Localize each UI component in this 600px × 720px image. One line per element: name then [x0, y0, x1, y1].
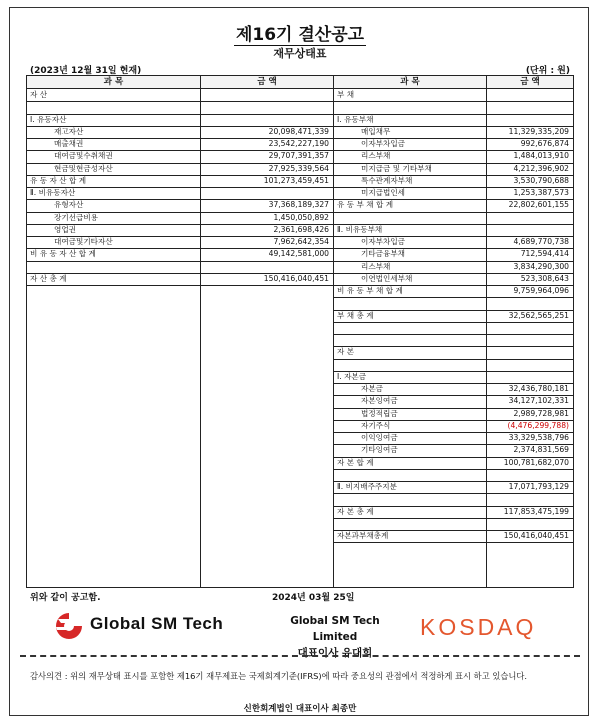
- left-row-label: 대여금및수취채권: [54, 151, 113, 161]
- right-row-amount: 4,212,396,902: [513, 163, 569, 173]
- right-row-label: 비 유 동 부 채 합 계: [337, 286, 403, 295]
- row-divider: [334, 542, 573, 543]
- right-row-amount: 4,689,770,738: [513, 237, 569, 246]
- left-row-label: Ⅱ. 비유동자산: [30, 188, 76, 197]
- right-row-label: [337, 334, 483, 346]
- balance-sheet-table: [26, 75, 574, 588]
- right-row-amount: [487, 346, 573, 358]
- right-row-label: 자 본: [337, 347, 355, 357]
- right-row-label: Ⅱ. 비지배주주지분: [337, 482, 397, 491]
- left-row-amount: 27,925,339,564: [268, 163, 329, 173]
- right-row-amount: [487, 224, 573, 236]
- right-row-label: 자본금: [361, 384, 384, 393]
- left-row-label: 매출채권: [54, 139, 84, 148]
- globe-logo-icon: [52, 611, 86, 641]
- dashed-divider: [20, 655, 580, 657]
- right-row-label: Ⅰ. 자본금: [337, 371, 367, 381]
- left-row-label: 비 유 동 자 산 합 계: [30, 249, 96, 259]
- right-row-amount: [487, 101, 573, 113]
- right-row-label: 이자부차입금: [361, 237, 406, 246]
- unit-label: (단위 : 원): [525, 66, 570, 76]
- right-row-label: 자본잉여금: [361, 396, 398, 406]
- right-row-label: 이익잉여금: [361, 433, 398, 442]
- right-row-amount: [487, 371, 573, 383]
- right-row-label: [337, 322, 483, 334]
- left-row-amount: [201, 261, 333, 273]
- right-row-amount: 9,759,964,096: [513, 286, 569, 295]
- right-row-amount: 2,374,831,569: [513, 445, 569, 455]
- right-row-label: [337, 493, 483, 505]
- statement-title: 재무상태표: [273, 47, 327, 60]
- right-row-amount: 22,802,601,155: [508, 200, 569, 210]
- header-amount-left: 금 액: [201, 76, 333, 89]
- right-row-label: [337, 469, 483, 481]
- right-row-amount: 11,329,335,209: [508, 126, 569, 136]
- right-row-label: 특수관계자부채: [361, 175, 413, 185]
- right-row-amount: 117,853,475,199: [503, 506, 569, 516]
- left-row-amount: 37,368,189,327: [268, 200, 329, 210]
- right-row-amount: 33,329,538,796: [508, 433, 569, 442]
- right-row-amount: [487, 114, 573, 126]
- right-row-label: 미지급법인세: [361, 188, 406, 197]
- header-item-right: 과 목: [334, 76, 486, 89]
- right-row-label: 이연법인세부채: [361, 273, 413, 283]
- right-row-amount: 2,989,728,981: [513, 408, 569, 418]
- right-row-label: 자 본 합 계: [337, 457, 374, 467]
- left-row-amount: 23,542,227,190: [268, 139, 329, 148]
- right-row-amount: 17,071,793,129: [508, 482, 569, 491]
- left-row-amount: [201, 187, 333, 199]
- left-row-label: 재고자산: [54, 126, 84, 136]
- right-row-amount: [487, 334, 573, 346]
- header-item-left: 과 목: [27, 76, 200, 89]
- notice-text: 위와 같이 공고함.: [30, 593, 101, 603]
- right-row-amount: 992,676,874: [520, 139, 569, 148]
- left-row-amount: [201, 101, 333, 113]
- right-row-amount: 3,834,290,300: [513, 261, 569, 271]
- right-row-label: [337, 101, 483, 113]
- left-row-label: 자 산 총 계: [30, 273, 67, 283]
- right-row-label: 자 본 총 계: [337, 506, 374, 516]
- right-row-label: 자본과부채총계: [337, 531, 389, 540]
- right-row-amount: [487, 322, 573, 334]
- logo-wordmark: Global SM Tech: [90, 614, 224, 633]
- left-row-label: 장기선급비용: [54, 212, 99, 222]
- right-row-label: Ⅱ. 비유동부채: [337, 224, 383, 234]
- right-row-label: 리스부채: [361, 151, 391, 161]
- right-row-label: 유 동 부 채 합 계: [337, 200, 394, 210]
- company-name: Global SM Tech Limited: [290, 615, 380, 643]
- right-row-amount: 712,594,414: [520, 249, 569, 259]
- left-row-label: 유 동 자 산 합 계: [30, 175, 87, 185]
- left-row-label: [30, 261, 197, 273]
- right-row-label: [337, 297, 483, 309]
- left-row-amount: 101,273,459,451: [263, 175, 329, 185]
- right-row-label: 부 채: [337, 90, 355, 99]
- left-row-amount: 7,962,642,354: [273, 237, 329, 246]
- right-row-amount: 34,127,102,331: [508, 396, 569, 406]
- right-row-label: 기타금융부채: [361, 249, 406, 259]
- kosdaq-logo: KOSDAQ: [420, 614, 537, 640]
- right-row-amount: [487, 359, 573, 371]
- left-row-label: 현금및현금성자산: [54, 163, 113, 173]
- auditor-signature: 신한회계법인 대표이사 최종만: [243, 704, 357, 714]
- notice-date: 2024년 03월 25일: [272, 593, 355, 603]
- page-title: 제16기 결산공고: [235, 25, 365, 45]
- right-row-label: 미지급금 및 기타부채: [361, 163, 432, 173]
- audit-opinion: 감사의견 : 위의 재무상태 표시를 포함한 제16기 재무제표는 국제회계기준(IFRS)에 따라 중요성의 관점에서 적정하게 표시 하고 있습니다.: [30, 671, 528, 681]
- company-info: [270, 613, 400, 661]
- header-amount-right: 금 액: [487, 76, 573, 89]
- right-row-label: 부 채 총 계: [337, 310, 374, 320]
- right-row-label: 법정적립금: [361, 408, 398, 418]
- right-row-amount: [487, 89, 573, 101]
- right-row-amount: 100,781,682,070: [503, 457, 569, 467]
- right-row-amount: 1,253,387,573: [513, 188, 569, 197]
- left-row-label: 대여금및기타자산: [54, 237, 113, 246]
- right-row-amount: 32,436,780,181: [508, 384, 569, 393]
- right-row-amount: 150,416,040,451: [503, 531, 569, 540]
- left-row-amount: 150,416,040,451: [263, 273, 329, 283]
- right-row-label: [337, 359, 483, 371]
- left-row-label: Ⅰ. 유동자산: [30, 114, 67, 124]
- right-row-amount: [487, 518, 573, 530]
- right-row-label: 이자부차입금: [361, 139, 406, 148]
- right-row-amount: [487, 469, 573, 481]
- right-row-label: 자기주식: [361, 420, 391, 430]
- right-row-amount: 523,308,643: [520, 273, 569, 283]
- left-row-label: [30, 101, 197, 113]
- right-row-amount: [487, 493, 573, 505]
- left-row-label: 영업권: [54, 224, 77, 234]
- left-row-amount: [201, 89, 333, 101]
- as-of-date: (2023년 12월 31일 현재): [30, 66, 142, 76]
- left-row-amount: 49,142,581,000: [268, 249, 329, 259]
- right-row-label: [337, 212, 483, 224]
- left-row-label: 유형자산: [54, 200, 84, 210]
- right-row-amount: [487, 297, 573, 309]
- right-row-label: 리스부채: [361, 261, 391, 271]
- right-row-label: Ⅰ. 유동부채: [337, 114, 374, 124]
- row-divider: [27, 285, 333, 286]
- left-row-amount: 2,361,698,426: [273, 224, 329, 234]
- left-row-amount: [201, 114, 333, 126]
- right-row-label: 기타잉여금: [361, 445, 398, 455]
- right-row-amount: 32,562,565,251: [508, 310, 569, 320]
- right-row-amount: [487, 212, 573, 224]
- right-row-amount: (4,476,299,788): [507, 420, 569, 430]
- right-row-label: 매입채무: [361, 126, 391, 136]
- right-row-label: [337, 518, 483, 530]
- right-row-amount: 3,530,790,688: [513, 175, 569, 185]
- left-row-amount: 29,707,391,357: [268, 151, 329, 161]
- company-logo: [52, 611, 262, 643]
- left-row-amount: 20,098,471,339: [268, 126, 329, 136]
- right-row-amount: 1,484,013,910: [513, 151, 569, 161]
- ceo-name: 대표이사 유대희: [297, 647, 373, 659]
- left-row-label: 자 산: [30, 90, 48, 99]
- left-row-amount: 1,450,050,892: [273, 212, 329, 222]
